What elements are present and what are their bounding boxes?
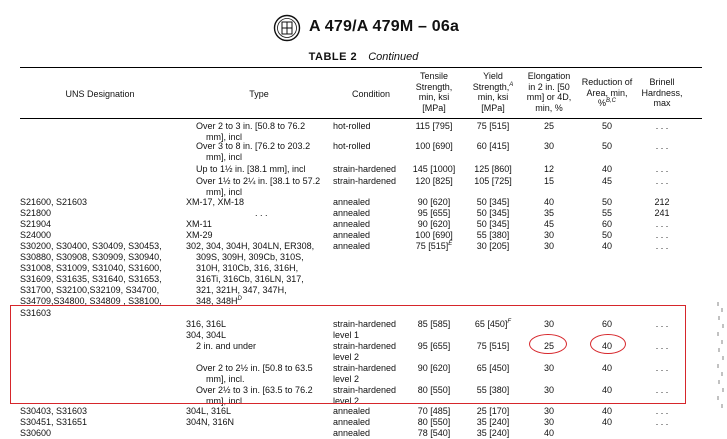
cell-line: 40 — [601, 164, 612, 174]
cell-line: annealed — [333, 219, 371, 229]
cell-line: 85 [585] — [417, 319, 451, 329]
cell-line: 30 — [543, 230, 554, 240]
cell-line: S31603 — [20, 308, 52, 318]
cell-line: 105 [725] — [474, 176, 512, 186]
document-header — [0, 14, 727, 44]
cell-line: 348, $348H^D$ — [196, 296, 242, 306]
cell-line: mm], incl — [206, 187, 242, 197]
cell-type — [196, 164, 346, 175]
cell-line: mm], incl — [206, 132, 242, 142]
cell-yield — [462, 141, 524, 152]
cell-tensile — [408, 417, 460, 428]
cell-type — [186, 219, 336, 230]
cell-line: S31008, S31009, S31040, S31600, — [20, 263, 162, 273]
cell-type — [186, 241, 336, 307]
cell-elong — [523, 176, 575, 187]
cell-elong — [523, 219, 575, 230]
highlight-oval-reduction — [590, 334, 626, 354]
cell-line: 55 [380] — [476, 230, 510, 240]
cell-red — [580, 406, 634, 417]
cell-line: annealed — [333, 428, 371, 438]
cell-line: 50 [345] — [476, 197, 510, 207]
cell-line: 55 [380] — [476, 385, 510, 395]
cell-line: strain-hardened — [333, 319, 397, 329]
cell-line: Over 2 to 3 in. [50.8 to 76.2 — [196, 121, 306, 131]
cell-hb — [638, 417, 686, 428]
cell-tensile — [408, 208, 460, 219]
cell-type — [196, 121, 346, 143]
cell-hb — [638, 176, 686, 187]
cell-line: S31700, S32100,S32109, S34700, — [20, 285, 160, 295]
cell-line: annealed — [333, 197, 371, 207]
cell-line: 30 — [543, 319, 554, 329]
cell-line: . . . — [655, 341, 669, 351]
highlight-oval-elongation — [529, 334, 567, 354]
cell-line: . . . — [655, 319, 669, 329]
cell-yield — [462, 121, 524, 132]
cell-yield — [462, 208, 524, 219]
cell-line: 80 [550] — [417, 417, 451, 427]
cell-line: 35 — [543, 208, 554, 218]
cell-cond — [333, 208, 413, 219]
header-bottom-rule — [20, 118, 702, 119]
cell-line: S30880, S30908, S30909, S30940, — [20, 252, 162, 262]
cell-cond — [333, 141, 413, 152]
cell-yield — [462, 241, 524, 252]
header-yield-label: Yield Strength, — [472, 71, 510, 92]
cell-yield — [462, 176, 524, 187]
cell-tensile — [408, 428, 460, 439]
cell-line: 40 — [601, 385, 612, 395]
cell-elong — [523, 241, 575, 252]
cell-line: 90 [620] — [417, 219, 451, 229]
cell-line: 95 [655] — [417, 208, 451, 218]
document-title: A 479/A 479M – 06a — [309, 18, 460, 35]
cell-line: 60 — [601, 219, 612, 229]
astm-logo-icon — [273, 14, 301, 42]
header-elongation: Elongation in 2 in. [50 mm] or 4D, min, % — [526, 71, 572, 113]
cell-line: S34709,S34800, S34809 , S38100, — [20, 296, 162, 306]
cell-cond — [333, 417, 413, 428]
cell-hb — [638, 197, 686, 208]
cell-cond — [333, 164, 413, 175]
cell-cond — [333, 241, 413, 252]
cell-line: 65 [450] — [476, 363, 510, 373]
cell-uns — [20, 208, 195, 219]
cell-elong — [523, 417, 575, 428]
cell-line: 55 — [601, 208, 612, 218]
cell-line: level 2 — [333, 374, 360, 384]
cell-line: 35 [240] — [476, 417, 510, 427]
cell-line: 75 [515] — [476, 341, 510, 351]
cell-line: . . . — [655, 241, 669, 251]
header-condition: Condition — [351, 89, 391, 99]
cell-line: S21800 — [20, 208, 52, 218]
cell-line: 30 — [543, 417, 554, 427]
cell-line: 45 — [543, 219, 554, 229]
cell-line: 50 [345] — [476, 219, 510, 229]
cell-hb — [638, 230, 686, 241]
header-yield-tail: min, ksi [MPa] — [477, 92, 509, 113]
header-yield — [468, 71, 518, 113]
header-tensile: Tensile Strength, min, ksi [MPa] — [415, 71, 453, 113]
table-top-rule — [20, 67, 702, 68]
cell-tensile — [408, 197, 460, 208]
cell-tensile — [408, 141, 460, 152]
cell-line: 80 [550] — [417, 385, 451, 395]
cell-red — [580, 121, 634, 132]
cell-line: level 2 — [333, 352, 360, 362]
cell-line: 321, 321H, 347, 347H, — [196, 285, 287, 295]
cell-type — [186, 197, 336, 208]
cell-uns — [20, 230, 195, 241]
cell-line: . . . — [655, 219, 669, 229]
cell-line: 75 $[515]^E$ — [415, 241, 453, 251]
cell-line: . . . — [655, 385, 669, 395]
cell-line: annealed — [333, 230, 371, 240]
header-yield-footnote: A — [509, 81, 514, 88]
cell-line: . . . — [655, 406, 669, 416]
cell-red — [580, 219, 634, 230]
cell-line: . . . — [655, 141, 669, 151]
cell-uns — [20, 406, 195, 417]
table-title — [0, 51, 727, 63]
cell-cond — [333, 406, 413, 417]
cell-cond — [333, 428, 413, 439]
cell-elong — [523, 164, 575, 175]
cell-elong — [523, 406, 575, 417]
cell-line: 60 [415] — [476, 141, 510, 151]
cell-line: 25 — [543, 121, 554, 131]
cell-hb — [638, 141, 686, 152]
cell-type — [186, 230, 336, 241]
cell-uns — [20, 197, 195, 208]
cell-line: S31609, S31635, S31640, S31653, — [20, 274, 162, 284]
cell-line: 241 — [654, 208, 670, 218]
cell-line: Over 2½ to 3 in. [63.5 to 76.2 — [196, 385, 313, 395]
cell-elong — [523, 197, 575, 208]
cell-line: 30 — [543, 406, 554, 416]
cell-type — [196, 141, 346, 163]
cell-line: Over 1½ to 2¼ in. [38.1 to 57.2 — [196, 176, 321, 186]
cell-line: 212 — [654, 197, 670, 207]
cell-line: 310H, 310Cb, 316, 316H, — [196, 263, 299, 273]
cell-tensile — [408, 406, 460, 417]
cell-line: 75 [515] — [476, 121, 510, 131]
cell-yield — [462, 219, 524, 230]
cell-line: . . . — [655, 417, 669, 427]
cell-line: S21904 — [20, 219, 52, 229]
cell-line: annealed — [333, 208, 371, 218]
cell-line: XM-29 — [186, 230, 213, 240]
cell-line: annealed — [333, 241, 371, 251]
cell-hb — [638, 241, 686, 252]
cell-yield — [462, 417, 524, 428]
cell-hb — [638, 406, 686, 417]
cell-line: . . . — [655, 121, 669, 131]
cell-elong — [523, 121, 575, 132]
cell-line: mm], incl. — [206, 374, 245, 384]
cell-line: 304L, 316L — [186, 406, 232, 416]
cell-line: level 2 — [333, 396, 360, 406]
cell-red — [580, 164, 634, 175]
cell-line: S21600, S21603 — [20, 197, 88, 207]
cell-type — [196, 176, 346, 198]
cell-red — [580, 141, 634, 152]
cell-line: 60 — [601, 319, 612, 329]
cell-line: 15 — [543, 176, 554, 186]
cell-line: 304N, 316N — [186, 417, 235, 427]
cell-red — [580, 230, 634, 241]
cell-line: 65 $[450]^F$ — [474, 319, 512, 329]
cell-elong — [523, 141, 575, 152]
cell-line: 40 — [601, 341, 612, 351]
cell-line: 78 [540] — [417, 428, 451, 438]
header-reduction — [580, 77, 634, 109]
cell-line: 30 [205] — [476, 241, 510, 251]
cell-yield — [462, 406, 524, 417]
cell-line: 50 — [601, 230, 612, 240]
cell-line: level 1 — [333, 330, 360, 340]
cell-line: 40 — [543, 197, 554, 207]
cell-red — [580, 417, 634, 428]
cell-yield — [462, 428, 524, 439]
cell-line: 90 [620] — [417, 197, 451, 207]
cell-line: strain-hardened — [333, 176, 397, 186]
cell-hb — [638, 219, 686, 230]
cell-line: hot-rolled — [333, 121, 371, 131]
cell-line: . . . — [655, 176, 669, 186]
cell-line: 12 — [543, 164, 554, 174]
highlight-box-s31603 — [10, 305, 686, 404]
cell-line: Up to 1½ in. [38.1 mm], incl — [196, 164, 306, 174]
table-number: TABLE 2 — [308, 51, 358, 63]
footnote-marker: E — [448, 241, 453, 247]
cell-line: 50 — [601, 141, 612, 151]
cell-line: XM-17, XM-18 — [186, 197, 245, 207]
cell-cond — [333, 176, 413, 187]
cell-line: 50 — [601, 121, 612, 131]
cell-cond — [333, 219, 413, 230]
cell-line: 50 [345] — [476, 208, 510, 218]
cell-line: . . . — [655, 164, 669, 174]
cell-uns — [20, 219, 195, 230]
cell-tensile — [408, 121, 460, 132]
cell-line: Over 3 to 8 in. [76.2 to 203.2 — [196, 141, 311, 151]
cell-line: 316, 316L — [186, 319, 227, 329]
cell-line: 120 [825] — [415, 176, 453, 186]
cell-line: 35 [240] — [476, 428, 510, 438]
cell-line: 309S, 309H, 309Cb, 310S, — [196, 252, 304, 262]
cell-line: 304, 304L — [186, 330, 227, 340]
cell-elong — [523, 428, 575, 439]
cell-line: 30 — [543, 241, 554, 251]
cell-line: 115 [795] — [415, 121, 453, 131]
cell-line: 316Ti, 316Cb, 316LN, 317, — [196, 274, 304, 284]
cell-line: . . . — [655, 363, 669, 373]
footnote-marker: D — [237, 296, 242, 302]
cell-line: 40 — [601, 417, 612, 427]
cell-line: 30 — [543, 363, 554, 373]
cell-line: 70 [485] — [417, 406, 451, 416]
cell-elong — [523, 208, 575, 219]
page-edge-marks — [715, 300, 727, 420]
cell-line: 40 — [601, 406, 612, 416]
cell-cond — [333, 230, 413, 241]
cell-line: 40 — [601, 363, 612, 373]
cell-yield — [462, 164, 524, 175]
cell-line: . . . — [655, 230, 669, 240]
cell-line: mm], incl — [206, 152, 242, 162]
cell-line: . . . — [255, 208, 268, 218]
cell-line: XM-11 — [186, 219, 212, 229]
cell-red — [580, 208, 634, 219]
cell-tensile — [408, 241, 460, 252]
cell-line: 50 — [601, 197, 612, 207]
cell-type — [186, 406, 336, 417]
cell-line: S30200, S30400, S30409, S30453, — [20, 241, 162, 251]
cell-tensile — [408, 176, 460, 187]
cell-red — [580, 176, 634, 187]
cell-line: 100 [690] — [415, 230, 453, 240]
cell-hb — [638, 121, 686, 132]
cell-line: 145 [1000] — [412, 164, 456, 174]
cell-line: 30 — [543, 141, 554, 151]
cell-line: S30451, S31651 — [20, 417, 88, 427]
cell-line: 45 — [601, 176, 612, 186]
cell-cond — [333, 121, 413, 132]
cell-tensile — [408, 230, 460, 241]
cell-yield — [462, 230, 524, 241]
cell-line: 40 — [601, 241, 612, 251]
footnote-marker: F — [507, 319, 512, 325]
header-reduction-label: Reduction of Area, min, % — [581, 77, 633, 108]
header-brinell: Brinell Hardness, max — [641, 77, 683, 108]
cell-hb — [638, 164, 686, 175]
cell-line: 95 [655] — [417, 341, 451, 351]
cell-line: 40 — [543, 428, 554, 438]
cell-uns — [20, 428, 195, 439]
cell-line: annealed — [333, 417, 371, 427]
cell-line: 25 — [543, 341, 554, 351]
table-continued-note: Continued — [368, 51, 419, 63]
cell-line: 2 in. and under — [196, 341, 257, 351]
cell-line: hot-rolled — [333, 141, 371, 151]
cell-line: 30 — [543, 385, 554, 395]
cell-line: strain-hardened — [333, 363, 397, 373]
cell-line: 90 [620] — [417, 363, 451, 373]
cell-line: S24000 — [20, 230, 52, 240]
cell-elong — [523, 230, 575, 241]
cell-line: 125 [860] — [474, 164, 512, 174]
cell-type — [186, 417, 336, 428]
cell-yield — [462, 197, 524, 208]
cell-cond — [333, 197, 413, 208]
cell-line: 25 [170] — [476, 406, 510, 416]
cell-line: Over 2 to 2½ in. [50.8 to 63.5 — [196, 363, 313, 373]
cell-tensile — [408, 164, 460, 175]
cell-line: S30600 — [20, 428, 52, 438]
cell-line: mm], incl. — [206, 396, 245, 406]
cell-uns — [20, 417, 195, 428]
header-uns: UNS Designation — [65, 89, 135, 99]
cell-hb — [638, 208, 686, 219]
cell-red — [580, 241, 634, 252]
header-reduction-footnote: B,C — [606, 98, 617, 104]
cell-line: S30403, S31603 — [20, 406, 88, 416]
cell-line: strain-hardened — [333, 164, 397, 174]
cell-uns — [20, 241, 195, 307]
header-type: Type — [249, 89, 269, 99]
cell-line: strain-hardened — [333, 385, 397, 395]
cell-line: 100 [690] — [415, 141, 453, 151]
cell-red — [580, 197, 634, 208]
cell-line: annealed — [333, 406, 371, 416]
cell-tensile — [408, 219, 460, 230]
cell-line: 302, 304, 304H, 304LN, ER308, — [186, 241, 315, 251]
cell-line: strain-hardened — [333, 341, 397, 351]
